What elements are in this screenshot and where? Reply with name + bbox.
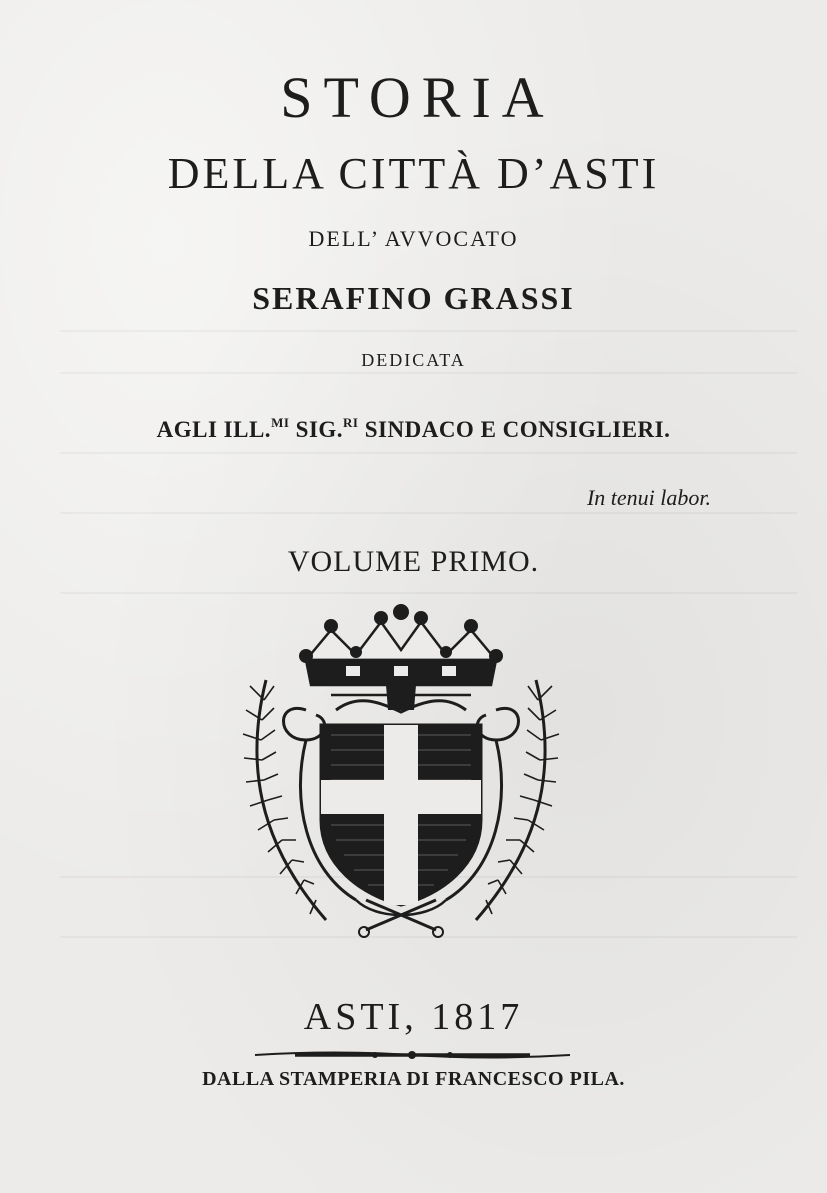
dedication-line [0, 415, 827, 443]
author-name: SERAFINO GRASSI [252, 280, 575, 316]
author-prefix: DELL’ AVVOCATO [308, 226, 519, 251]
dedication-agli: AGLI ILL. [156, 417, 272, 442]
book-title: STORIA [280, 65, 555, 130]
ornamental-rule [255, 1048, 570, 1062]
dedication-rest: SINDACO E CONSIGLIERI. [358, 417, 671, 442]
dedication-sig: SIG. [289, 417, 344, 442]
motto: In tenui labor. [586, 485, 711, 510]
crowned-cross-shield-icon [236, 600, 566, 950]
bleed-through-line [60, 372, 797, 374]
dedication-ri: RI [343, 415, 359, 430]
book-subtitle: DELLA CITTÀ D’ASTI [167, 149, 660, 198]
bleed-through-line [60, 512, 797, 514]
bleed-through-line [60, 592, 797, 594]
dedication-mi: MI [271, 415, 290, 430]
printer-imprint: DALLA STAMPERIA DI FRANCESCO PILA. [202, 1068, 625, 1090]
bleed-through-line [60, 452, 797, 454]
bleed-through-line [60, 330, 797, 332]
volume-label: VOLUME PRIMO. [287, 545, 540, 578]
dedication-word: DEDICATA [361, 350, 466, 370]
place-and-year: ASTI, 1817 [303, 996, 524, 1038]
